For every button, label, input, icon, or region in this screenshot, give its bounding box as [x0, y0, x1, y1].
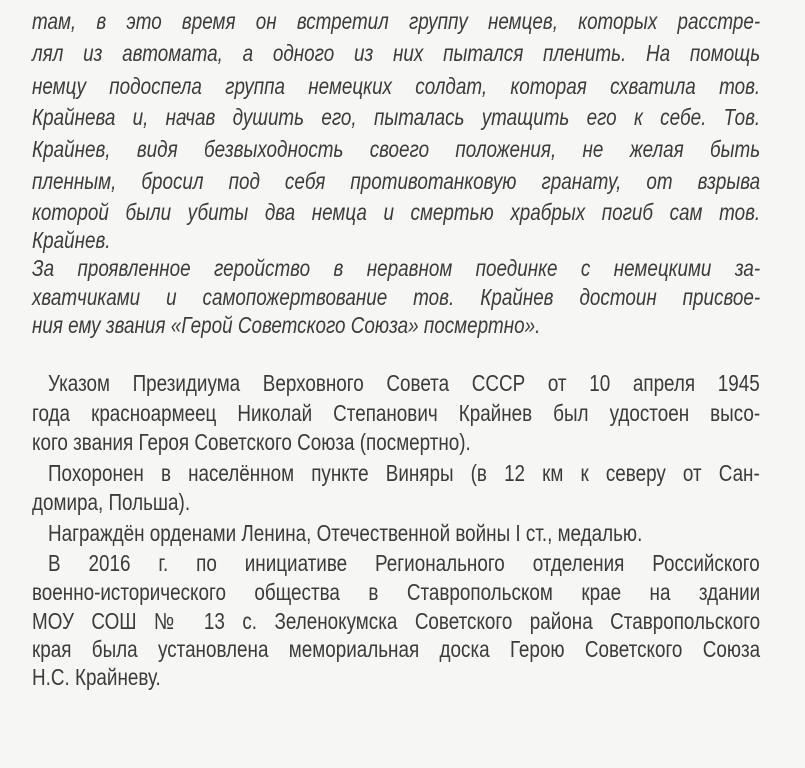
paragraph-line: года красноармеец Николай Степанович Крайнев был удостоен высо-	[32, 400, 761, 426]
quote-line: хватчиками и самопожертвование тов. Крайнев достоин присвое-	[32, 284, 761, 310]
paragraph-line: В 2016 г. по инициативе Регионального отделения Российского	[48, 550, 760, 576]
paragraph-line: Н.С. Крайневу.	[32, 664, 161, 690]
paragraph-line: Указом Президиума Верховного Совета СССР от 10 апреля 1945	[48, 370, 760, 396]
paragraph-line: МОУ СОШ № 13 с. Зеленокумска Советского района Ставропольского	[32, 608, 761, 634]
paragraph-line: Похоронен в населённом пункте Виняры (в 12 км к северу от Сан-	[48, 460, 760, 486]
quote-line: там, в это время он встретил группу немцев, которых расстре-	[32, 8, 761, 34]
quote-line: Крайнев, видя безвыходность своего положения, не желая быть	[32, 136, 761, 162]
paragraph-line: Награждён орденами Ленина, Отечественной войны I ст., медалью.	[48, 520, 643, 546]
quote-line: ния ему звания «Герой Советского Союза» посмертно».	[32, 312, 541, 338]
paragraph-line: края была установлена мемориальная доска Герою Советского Союза	[32, 636, 761, 662]
quote-line: пленным, бросил под себя противотанковую гранату, от взрыва	[32, 168, 761, 194]
quote-line: Крайнев.	[32, 227, 111, 253]
quote-line: Крайнева и, начав душить его, пыталась утащить его к себе. Тов.	[32, 104, 761, 130]
paragraph-line: военно-исторического общества в Ставропольском крае на здании	[32, 579, 761, 605]
quote-line: немцу подоспела группа немецких солдат, которая схватила тов.	[32, 73, 761, 99]
paragraph-line: домира, Польша).	[32, 489, 191, 515]
quote-line: За проявленное геройство в неравном поединке с немецкими за-	[32, 255, 761, 281]
quote-line: которой были убиты два немца и смертью храбрых погиб сам тов.	[32, 199, 761, 225]
paragraph-line: кого звания Героя Советского Союза (посмертно).	[32, 429, 471, 455]
quote-line: лял из автомата, а одного из них пытался пленить. На помощь	[32, 40, 761, 66]
